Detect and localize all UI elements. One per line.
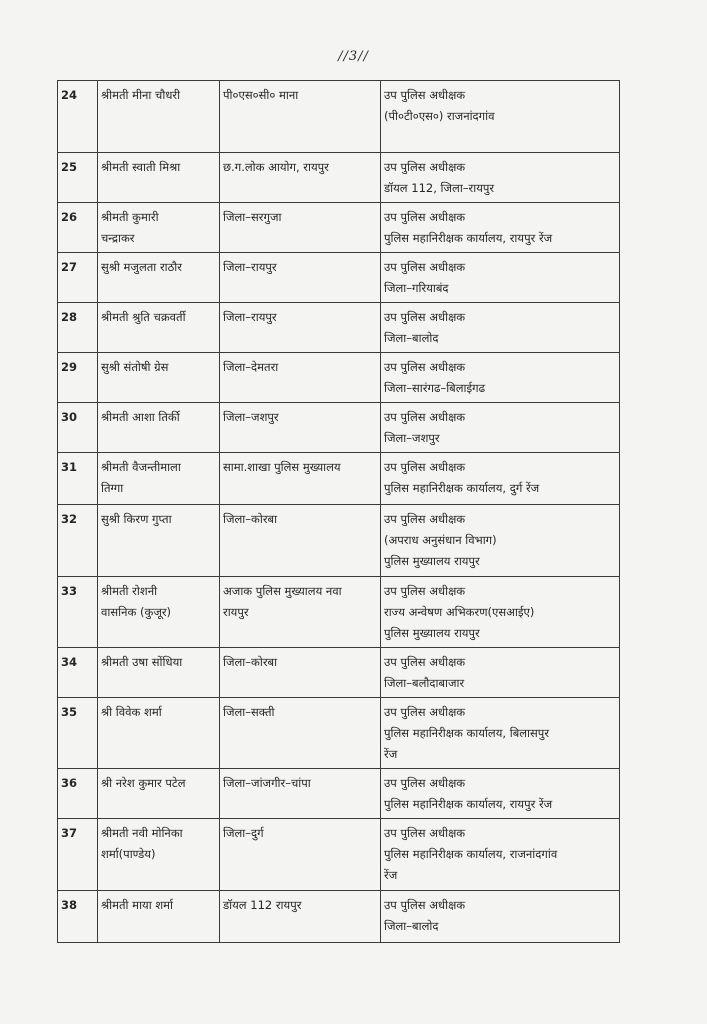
serial-number-cell: 31: [58, 453, 98, 505]
table-row: [58, 81, 620, 153]
current-posting-cell: सामा.शाखा पुलिस मुख्यालय: [220, 453, 381, 505]
new-posting-cell: उप पुलिस अधीक्षक पुलिस महानिरीक्षक कार्यालय, बिलासपुर रेंज: [381, 698, 620, 769]
serial-number-cell: 28: [58, 303, 98, 353]
new-posting-cell: उप पुलिस अधीक्षक जिला–जशपुर: [381, 403, 620, 453]
table-row: [58, 819, 620, 891]
officer-name-cell: श्रीमती रोशनी वासनिक (कुजूर): [98, 577, 220, 648]
table-row: [58, 403, 620, 453]
current-posting-cell: अजाक पुलिस मुख्यालय नवा रायपुर: [220, 577, 381, 648]
table-row: [58, 303, 620, 353]
current-posting-cell: जिला–सरगुजा: [220, 203, 381, 253]
officer-name-cell: सुश्री किरण गुप्ता: [98, 505, 220, 577]
officer-name-cell: श्री नरेश कुमार पटेल: [98, 769, 220, 819]
new-posting-cell: उप पुलिस अधीक्षक जिला–गरियाबंद: [381, 253, 620, 303]
new-posting-cell: उप पुलिस अधीक्षक राज्य अन्वेषण अभिकरण(एसआईए) पुलिस मुख्यालय रायपुर: [381, 577, 620, 648]
serial-number-cell: 37: [58, 819, 98, 891]
new-posting-cell: उप पुलिस अधीक्षक पुलिस महानिरीक्षक कार्यालय, रायपुर रेंज: [381, 769, 620, 819]
serial-number-cell: 38: [58, 891, 98, 943]
serial-number-cell: 26: [58, 203, 98, 253]
officer-name-cell: सुश्री मजुलता राठौर: [98, 253, 220, 303]
table-row: [58, 203, 620, 253]
current-posting-cell: जिला–देमतरा: [220, 353, 381, 403]
officer-name-cell: सुश्री संतोषी ग्रेस: [98, 353, 220, 403]
new-posting-cell: उप पुलिस अधीक्षक पुलिस महानिरीक्षक कार्यालय, रायपुर रेंज: [381, 203, 620, 253]
serial-number-cell: 32: [58, 505, 98, 577]
current-posting-cell: जिला–सक्ती: [220, 698, 381, 769]
posting-table: [57, 80, 620, 943]
current-posting-cell: छ.ग.लोक आयोग, रायपुर: [220, 153, 381, 203]
serial-number-cell: 33: [58, 577, 98, 648]
table-row: [58, 648, 620, 698]
table-row: [58, 577, 620, 648]
serial-number-cell: 36: [58, 769, 98, 819]
officer-name-cell: श्रीमती आशा तिर्की: [98, 403, 220, 453]
current-posting-cell: जिला–जशपुर: [220, 403, 381, 453]
current-posting-cell: जिला–कोरबा: [220, 648, 381, 698]
new-posting-cell: उप पुलिस अधीक्षक (पी०टी०एस०) राजनांदगांव: [381, 81, 620, 153]
serial-number-cell: 27: [58, 253, 98, 303]
table-row: [58, 891, 620, 943]
serial-number-cell: 30: [58, 403, 98, 453]
table-row: [58, 253, 620, 303]
officer-name-cell: श्रीमती स्वाती मिश्रा: [98, 153, 220, 203]
table-row: [58, 153, 620, 203]
table-row: [58, 698, 620, 769]
officer-name-cell: श्रीमती कुमारी चन्द्राकर: [98, 203, 220, 253]
new-posting-cell: उप पुलिस अधीक्षक पुलिस महानिरीक्षक कार्यालय, राजनांदगांव रेंज: [381, 819, 620, 891]
new-posting-cell: उप पुलिस अधीक्षक जिला–सारंगढ–बिलाईगढ: [381, 353, 620, 403]
new-posting-cell: उप पुलिस अधीक्षक डॉयल 112, जिला–रायपुर: [381, 153, 620, 203]
officer-name-cell: श्रीमती वैजन्तीमाला तिग्गा: [98, 453, 220, 505]
current-posting-cell: जिला–रायपुर: [220, 303, 381, 353]
table-row: [58, 505, 620, 577]
new-posting-cell: उप पुलिस अधीक्षक पुलिस महानिरीक्षक कार्यालय, दुर्ग रेंज: [381, 453, 620, 505]
new-posting-cell: उप पुलिस अधीक्षक जिला–बालोद: [381, 891, 620, 943]
table-row: [58, 769, 620, 819]
table-row: [58, 353, 620, 403]
current-posting-cell: डॉयल 112 रायपुर: [220, 891, 381, 943]
new-posting-cell: उप पुलिस अधीक्षक जिला–बालोद: [381, 303, 620, 353]
officer-name-cell: श्रीमती श्रुति चक्रवर्ती: [98, 303, 220, 353]
current-posting-cell: जिला–रायपुर: [220, 253, 381, 303]
current-posting-cell: जिला–दुर्ग: [220, 819, 381, 891]
posting-table-body: [58, 81, 620, 943]
officer-name-cell: श्रीमती उषा सोंधिया: [98, 648, 220, 698]
officer-name-cell: श्रीमती माया शर्मा: [98, 891, 220, 943]
officer-name-cell: श्री विवेक शर्मा: [98, 698, 220, 769]
current-posting-cell: जिला–कोरबा: [220, 505, 381, 577]
serial-number-cell: 25: [58, 153, 98, 203]
officer-name-cell: श्रीमती मीना चौधरी: [98, 81, 220, 153]
serial-number-cell: 24: [58, 81, 98, 153]
new-posting-cell: उप पुलिस अधीक्षक जिला–बलौदाबाजार: [381, 648, 620, 698]
page-number: //3//: [338, 49, 369, 64]
new-posting-cell: उप पुलिस अधीक्षक (अपराध अनुसंधान विभाग) पुलिस मुख्यालय रायपुर: [381, 505, 620, 577]
current-posting-cell: पी०एस०सी० माना: [220, 81, 381, 153]
current-posting-cell: जिला–जांजगीर–चांपा: [220, 769, 381, 819]
serial-number-cell: 34: [58, 648, 98, 698]
table-row: [58, 453, 620, 505]
serial-number-cell: 35: [58, 698, 98, 769]
serial-number-cell: 29: [58, 353, 98, 403]
officer-name-cell: श्रीमती नवी मोनिका शर्मा(पाण्डेय): [98, 819, 220, 891]
